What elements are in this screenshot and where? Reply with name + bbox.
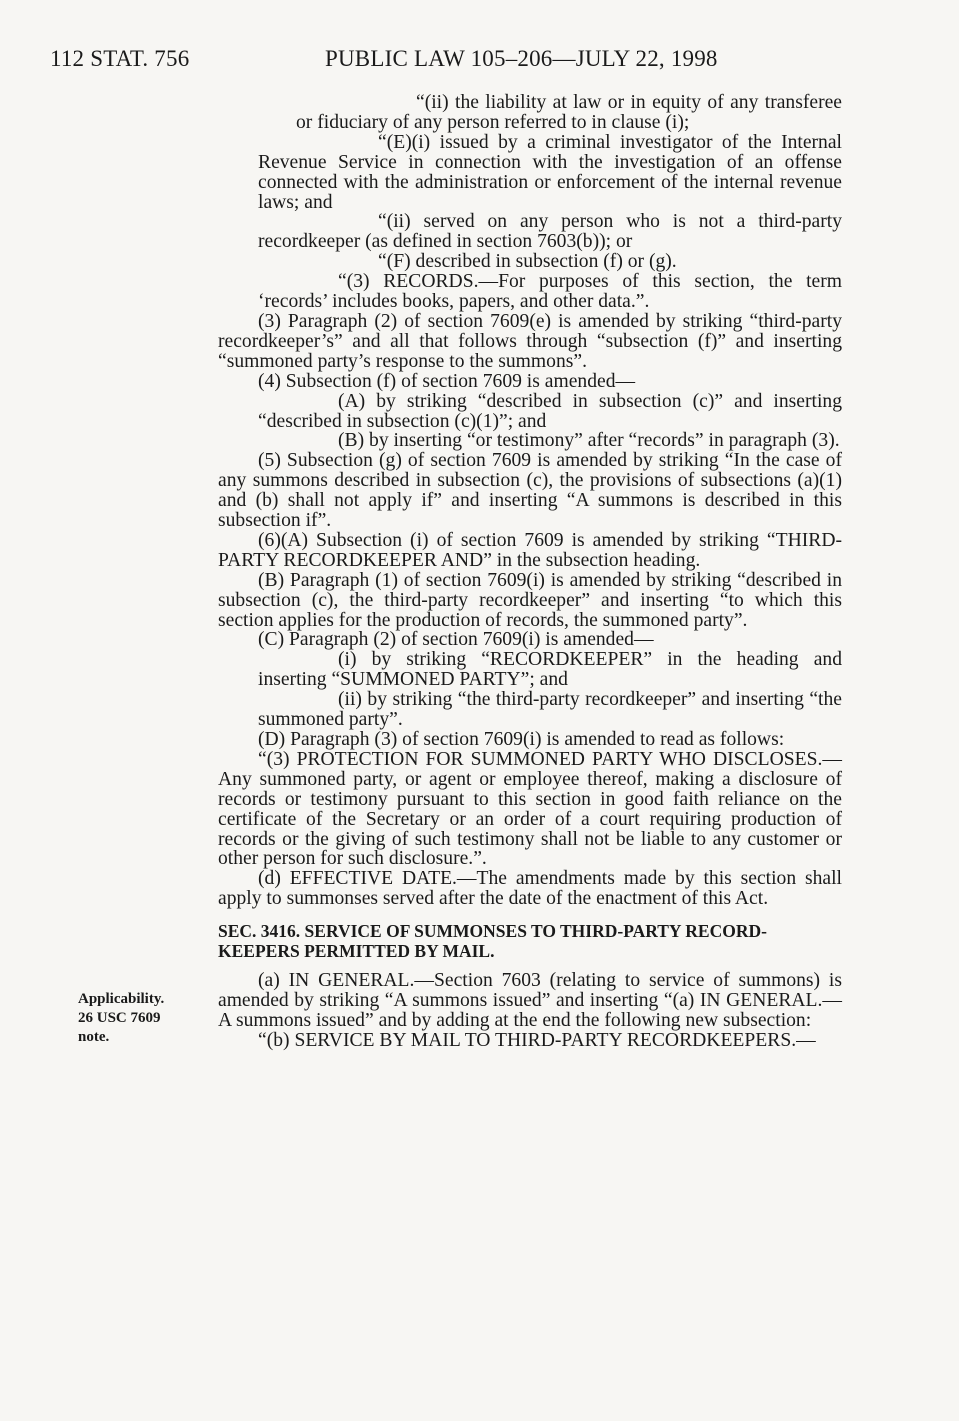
clause-e-i: “(E)(i) issued by a criminal investigator of the Internal Revenue Service in connection with the investigation of an offense connected with the administration or enforcement of the internal revenue laws; and [258,131,842,213]
statute-page-number: 112 STAT. 756 [50,46,190,71]
protection-paragraph: “(3) PROTECTION FOR SUMMONED PARTY WHO DISCLOSES.—Any summoned party, or agent or employee thereof, making a disclosure of records or testimony pursuant to this section in good faith reliance on the certificate of the Secretary or an order of a court requiring production of records or the giving of such testimony shall not be liable to any customer or other person for such disclosure.”. [218,748,842,870]
section-heading-line2: KEEPERS PERMITTED BY MAIL. [218,941,495,962]
amendment-3: (3) Paragraph (2) of section 7609(e) is amended by striking “third-party recordkeeper’s” and all that follows through “subsection (f)” and inserting “summoned party’s response to the summons”. [218,310,842,372]
amendment-6c: (C) Paragraph (2) of section 7609(i) is amended— [258,629,654,651]
margin-note-line: Applicability. [78,991,165,1007]
margin-note [78,990,164,1047]
running-header: PUBLIC LAW 105–206—JULY 22, 1998 [325,46,718,71]
clause-e-ii-liability: “(ii) the liability at law or in equity of any transferee or fiduciary of any person referred to in clause (i); [296,92,842,133]
effective-date: (d) EFFECTIVE DATE.—The amendments made by this section shall apply to summonses served after the date of the enactment of this Act. [218,868,842,910]
section-heading [218,921,842,961]
records-definition: “(3) RECORDS.—For purposes of this section, the term ‘records’ includes books, papers, and other data.”. [258,271,842,313]
amendment-6d: (D) Paragraph (3) of section 7609(i) is amended to read as follows: [258,729,785,750]
section-heading-line1: SEC. 3416. SERVICE OF SUMMONSES TO THIRD-PARTY RECORD- [218,921,767,942]
amendment-6c-ii: (ii) by striking “the third-party recordkeeper” and inserting “the summoned party”. [258,689,842,731]
clause-e-ii-served: “(ii) served on any person who is not a third-party recordkeeper (as defined in section 7603(b)); or [258,211,842,253]
amendment-4a: (A) by striking “described in subsection (c)” and inserting “described in subsection (c)(1)”; and [258,390,842,432]
amendment-6c-i: (i) by striking “RECORDKEEPER” in the heading and inserting “SUMMONED PARTY”; and [258,649,842,691]
amendment-6a: (6)(A) Subsection (i) of section 7609 is amended by striking “THIRD-PARTY RECORDKEEPER AND” in the subsection heading. [218,529,842,571]
amendment-6b: (B) Paragraph (1) of section 7609(i) is amended by striking “described in subsection (c), the third-party recordkeeper” and inserting “to which this section applies for the production of records, the summoned party”. [218,569,842,631]
section-para-b: “(b) SERVICE BY MAIL TO THIRD-PARTY RECORDKEEPERS.— [258,1029,816,1051]
amendment-4: (4) Subsection (f) of section 7609 is amended— [258,370,636,392]
section-para-a: (a) IN GENERAL.—Section 7603 (relating to service of summons) is amended by striking “A summons issued” and inserting “(a) IN GENERAL.—A summons issued” and by adding at the end the following new subsection: [218,970,842,1031]
margin-note-line: note. [78,1029,110,1045]
amendment-4b: (B) by inserting “or testimony” after “records” in paragraph (3). [338,430,840,452]
clause-f: “(F) described in subsection (f) or (g). [378,251,677,273]
margin-note-line: 26 USC 7609 [78,1010,161,1026]
body-text [218,93,842,1051]
amendment-5: (5) Subsection (g) of section 7609 is amended by striking “In the case of any summons described in subsection (c), the provisions of subsections (a)(1) and (b) shall not apply if” and inserting “A summons is described in this subsection if”. [218,450,842,532]
